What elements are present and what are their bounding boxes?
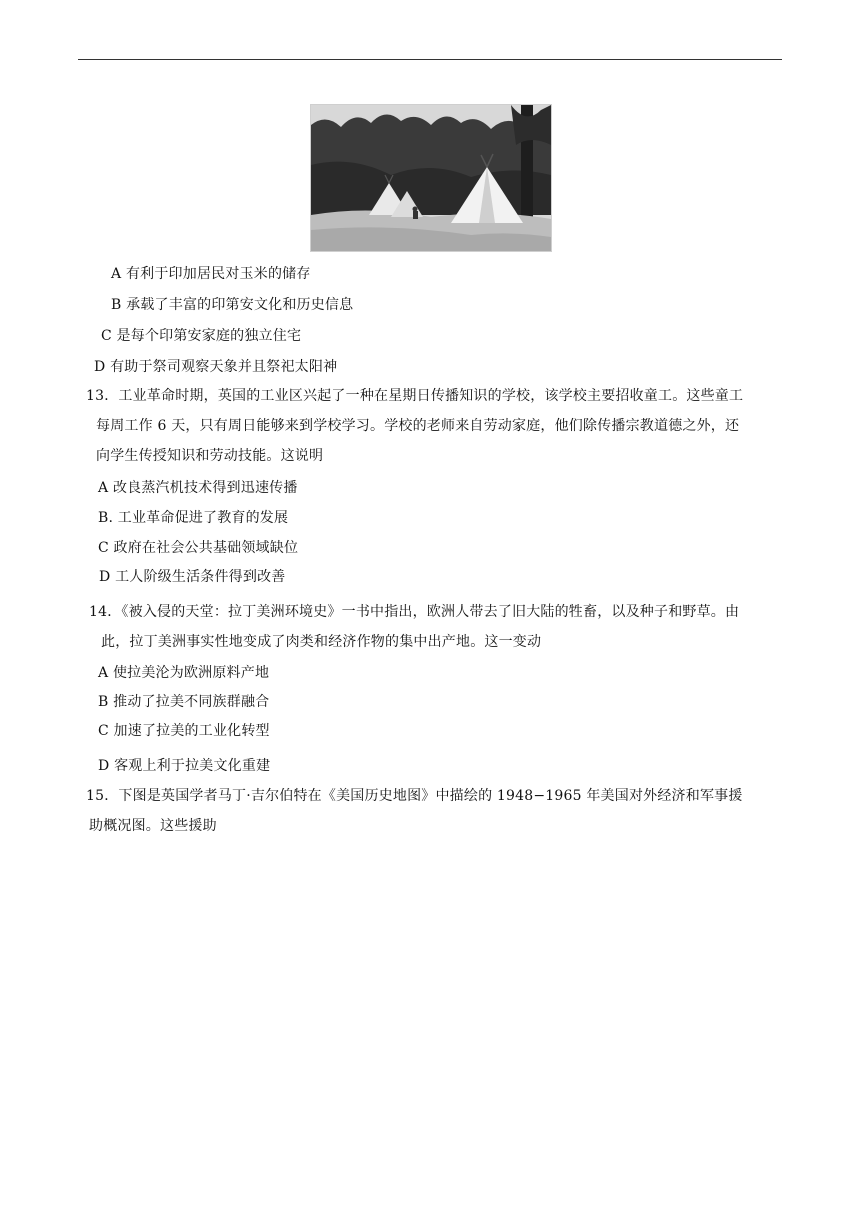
q14-stem-line-1: 14．《被入侵的天堂：拉丁美洲环境史》一书中指出，欧洲人带去了旧大陆的牲畜，以及种子和野草。由 xyxy=(89,604,740,620)
q13-stem-line-3: 向学生传授知识和劳动技能。这说明 xyxy=(96,448,324,464)
q14-option-a: A 使拉美沦为欧洲原料产地 xyxy=(98,665,270,681)
header-rule xyxy=(78,59,782,60)
q12-option-c: C 是每个印第安家庭的独立住宅 xyxy=(101,328,302,344)
q14-stem-line-2: 此，拉丁美洲事实性地变成了肉类和经济作物的集中出产地。这一变动 xyxy=(101,634,542,650)
q14-option-c: C 加速了拉美的工业化转型 xyxy=(98,723,270,739)
q15-stem-line-1: 15．下图是英国学者马丁·吉尔伯特在《美国历史地图》中描绘的 1948−1965 年美国对外经济和军事援 xyxy=(86,788,743,804)
q13-stem-line-2: 每周工作 6 天，只有周日能够来到学校学习。学校的老师来自劳动家庭，他们除传播宗教道德之外，还 xyxy=(96,418,740,434)
q12-option-a: A 有利于印加居民对玉米的储存 xyxy=(111,266,311,282)
q13-option-d: D 工人阶级生活条件得到改善 xyxy=(99,569,286,585)
tipi-camp-photo xyxy=(310,104,552,252)
q13-stem-line-1: 13．工业革命时期，英国的工业区兴起了一种在星期日传播知识的学校，该学校主要招收童工。这些童工 xyxy=(86,388,744,404)
q14-option-d: D 客观上利于拉美文化重建 xyxy=(98,758,271,774)
q14-option-b: B 推动了拉美不同族群融合 xyxy=(98,694,270,710)
q12-option-d: D 有助于祭司观察天象并且祭祀太阳神 xyxy=(94,359,338,375)
q13-option-c: C 政府在社会公共基础领域缺位 xyxy=(98,540,299,556)
q15-stem-line-2: 助概况图。这些援助 xyxy=(89,818,217,834)
q12-option-b: B 承载了丰富的印第安文化和历史信息 xyxy=(111,297,354,313)
q13-option-a: A 改良蒸汽机技术得到迅速传播 xyxy=(98,480,298,496)
q13-option-b: B. 工业革命促进了教育的发展 xyxy=(98,510,289,526)
